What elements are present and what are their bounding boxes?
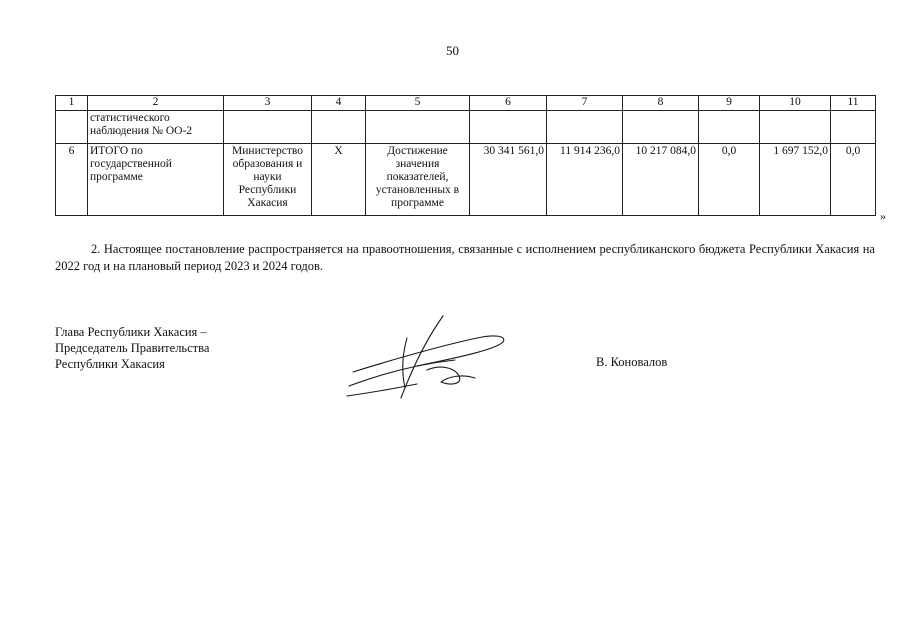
table-cell — [366, 111, 470, 144]
table-cell: 30 341 561,0 — [470, 144, 547, 216]
table-row — [56, 111, 876, 144]
table-cell — [312, 111, 366, 144]
header-cell: 2 — [88, 96, 224, 111]
table-cell — [470, 111, 547, 144]
handwritten-signature — [345, 312, 515, 404]
signer-name: В. Коновалов — [596, 355, 668, 369]
table-cell: 10 217 084,0 — [623, 144, 699, 216]
header-cell: 11 — [831, 96, 876, 111]
table-row — [56, 144, 876, 216]
table-cell — [623, 111, 699, 144]
table-cell: 6 — [56, 144, 88, 216]
table-cell: ИТОГО по государственной программе — [88, 144, 224, 216]
table-cell: Достижение значения показателей, установленных в программе — [366, 144, 470, 216]
table-cell — [547, 111, 623, 144]
table-cell: Х — [312, 144, 366, 216]
closing-quote: » — [880, 209, 886, 223]
signatory-title — [55, 324, 209, 372]
table-cell: Министерство образования и науки Республики Хакасия — [224, 144, 312, 216]
header-cell: 10 — [760, 96, 831, 111]
program-table — [55, 95, 876, 216]
table-cell: 0,0 — [699, 144, 760, 216]
resolution-paragraph: 2. Настоящее постановление распространяется на правоотношения, связанные с исполнением республиканского бюджета Республики Хакасия на 2022 год и на плановый период 2023 и 2024 годов. — [55, 242, 875, 273]
table-cell — [831, 111, 876, 144]
header-cell: 8 — [623, 96, 699, 111]
table-cell — [760, 111, 831, 144]
signatory-title-line: Глава Республики Хакасия – — [55, 325, 207, 339]
header-cell: 5 — [366, 96, 470, 111]
header-cell: 7 — [547, 96, 623, 111]
table-cell: 0,0 — [831, 144, 876, 216]
signatory-title-line: Республики Хакасия — [55, 357, 165, 371]
page-number: 50 — [446, 43, 459, 58]
header-cell: 4 — [312, 96, 366, 111]
table-cell: статистического наблюдения № ОО-2 — [88, 111, 224, 144]
table-cell — [56, 111, 88, 144]
header-cell: 1 — [56, 96, 88, 111]
signatory-title-line: Председатель Правительства — [55, 341, 210, 355]
table-cell: 1 697 152,0 — [760, 144, 831, 216]
header-cell: 6 — [470, 96, 547, 111]
table-header-row — [56, 96, 876, 111]
table-cell: 11 914 236,0 — [547, 144, 623, 216]
header-cell: 3 — [224, 96, 312, 111]
table-cell — [224, 111, 312, 144]
table-cell — [699, 111, 760, 144]
header-cell: 9 — [699, 96, 760, 111]
